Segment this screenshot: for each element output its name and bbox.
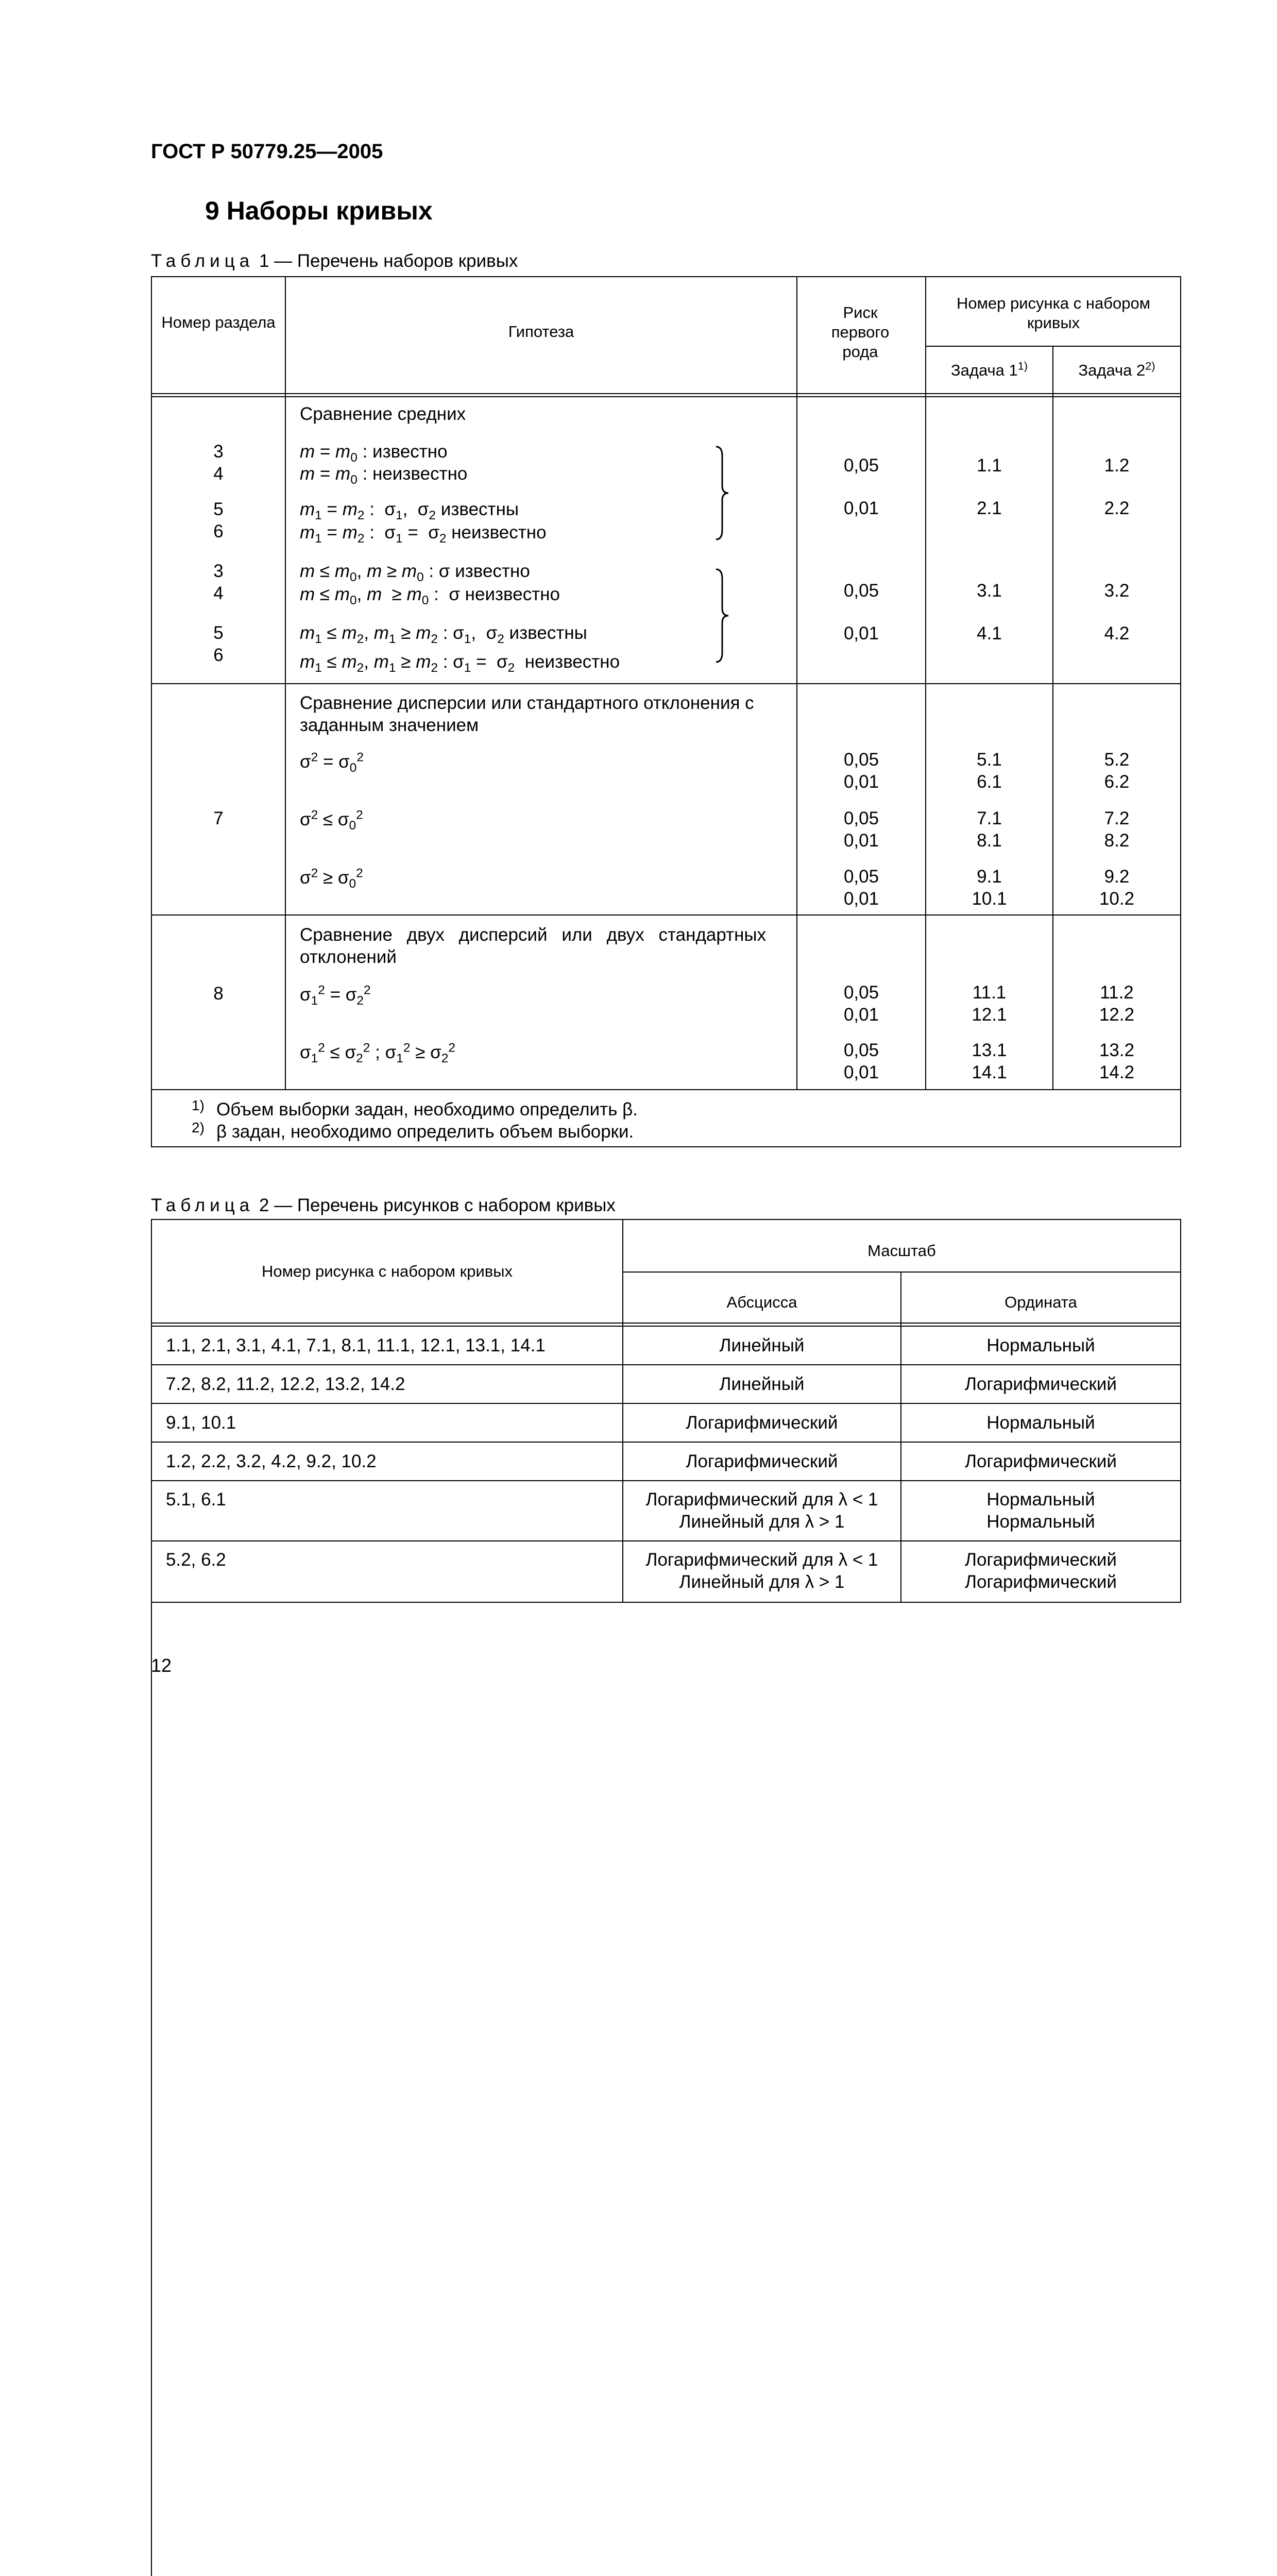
- document-header: ГОСТ Р 50779.25—2005: [151, 140, 383, 163]
- task2-cell: 6.2: [1104, 772, 1130, 792]
- hypothesis-formula: $m \le m_0$, $m \ge m_0$ : σ известно: [300, 561, 530, 584]
- page-number: 12: [151, 1655, 172, 1676]
- abscissa-cell: Линейный для λ > 1: [679, 1512, 845, 1532]
- section-cell: 7: [213, 808, 224, 828]
- header-risk: Риск первого рода: [831, 303, 890, 361]
- task1-cell: 4.1: [977, 623, 1002, 643]
- group1-title: Сравнение средних: [300, 404, 466, 424]
- hypothesis-formula: $m_1 \le m_2$, $m_1 \ge m_2$ : $\sigma_1 = \sigma_2$ неизвестно: [300, 652, 620, 675]
- ordinate-cell: Нормальный: [986, 1335, 1095, 1355]
- hypothesis-formula: $m_1 = m_2$ : $\sigma_1$, $\sigma_2$ известны: [300, 499, 519, 522]
- header-task2: Задача 2$^{2)}$: [1078, 359, 1155, 379]
- group2-title: заданным значением: [300, 715, 479, 735]
- table1-caption: Таблица 1 — Перечень наборов кривых: [151, 251, 518, 271]
- risk-cell: 0,01: [843, 623, 879, 643]
- task2-cell: 9.2: [1104, 867, 1130, 887]
- header-hypothesis: Гипотеза: [508, 323, 574, 341]
- task1-cell: 3.1: [977, 581, 1002, 601]
- hypothesis-formula: $\sigma_1^2 \le \sigma_2^2$ ; $\sigma_1^2 \ge \sigma_2^2$: [300, 1041, 456, 1065]
- figure-list-cell: 1.2, 2.2, 3.2, 4.2, 9.2, 10.2: [166, 1451, 377, 1471]
- task1-cell: 1.1: [977, 455, 1002, 476]
- risk-cell: 0,05: [843, 867, 879, 887]
- risk-cell: 0,05: [843, 808, 879, 828]
- risk-cell: 0,01: [843, 772, 879, 792]
- header-task1: Задача 1$^{1)}$: [950, 359, 1028, 379]
- figure-list-cell: 5.1, 6.1: [166, 1489, 226, 1510]
- ordinate-cell: Нормальный: [986, 1489, 1095, 1510]
- section-cell: 5: [213, 623, 224, 643]
- task1-cell: 5.1: [977, 750, 1002, 770]
- ordinate-cell: Нормальный: [986, 1512, 1095, 1532]
- abscissa-cell: Логарифмический для λ < 1: [645, 1489, 878, 1510]
- figure-list-cell: 1.1, 2.1, 3.1, 4.1, 7.1, 8.1, 11.1, 12.1, 13.1, 14.1: [166, 1335, 546, 1355]
- task2-cell: 4.2: [1104, 623, 1130, 643]
- risk-cell: 0,01: [843, 889, 879, 909]
- task1-cell: 6.1: [977, 772, 1002, 792]
- figure-list-cell: 9.1, 10.1: [166, 1413, 236, 1433]
- risk-cell: 0,05: [843, 750, 879, 770]
- abscissa-cell: Логарифмический: [686, 1451, 838, 1471]
- hypothesis-formula: $\sigma^2 \le \sigma_0^2$: [300, 808, 363, 833]
- brace-icon: [715, 446, 736, 541]
- section-cell: 3: [213, 561, 224, 581]
- hypothesis-formula: $\sigma_1^2 = \sigma_2^2$: [300, 983, 371, 1008]
- task2-cell: 11.2: [1100, 982, 1134, 1003]
- figure-list-cell: 5.2, 6.2: [166, 1550, 226, 1570]
- task2-cell: 10.2: [1099, 889, 1135, 909]
- section-cell: 3: [213, 442, 224, 462]
- task2-cell: 14.2: [1099, 1062, 1135, 1082]
- task2-cell: 3.2: [1104, 581, 1130, 601]
- abscissa-cell: Линейный: [719, 1335, 805, 1355]
- abscissa-cell: Линейный: [719, 1374, 805, 1394]
- risk-cell: 0,05: [843, 581, 879, 601]
- hypothesis-formula: $m_1 = m_2$ : $\sigma_1 = \sigma_2$ неизвестно: [300, 522, 547, 546]
- footnote-mark: 2): [192, 1120, 205, 1136]
- group3-title: Сравнение двух дисперсий или двух стандартных: [300, 925, 767, 945]
- risk-cell: 0,05: [843, 455, 879, 476]
- task2-cell: 12.2: [1099, 1005, 1135, 1025]
- task1-cell: 7.1: [977, 808, 1002, 828]
- abscissa-cell: Логарифмический: [686, 1413, 838, 1433]
- ordinate-cell: Логарифмический: [965, 1451, 1117, 1471]
- task1-cell: 14.1: [972, 1062, 1007, 1082]
- brace-icon: [715, 568, 736, 664]
- section-cell: 6: [213, 645, 224, 665]
- task1-cell: 12.1: [972, 1005, 1007, 1025]
- header-abscissa: Абсцисса: [726, 1293, 797, 1311]
- ordinate-cell: Нормальный: [986, 1413, 1095, 1433]
- task2-cell: 5.2: [1104, 750, 1130, 770]
- task1-cell: 9.1: [977, 867, 1002, 887]
- risk-cell: 0,01: [843, 498, 879, 518]
- header-ordinate: Ордината: [1004, 1293, 1077, 1311]
- hypothesis-formula: $\sigma^2 = \sigma_0^2$: [300, 750, 364, 775]
- ordinate-cell: Логарифмический: [965, 1550, 1117, 1570]
- ordinate-cell: Логарифмический: [965, 1572, 1117, 1592]
- table2-caption: Таблица 2 — Перечень рисунков с набором кривых: [151, 1195, 616, 1215]
- task1-cell: 8.1: [977, 831, 1002, 851]
- task2-cell: 7.2: [1104, 808, 1130, 828]
- task1-cell: 11.1: [972, 982, 1007, 1003]
- group3-title: отклонений: [300, 947, 397, 967]
- hypothesis-formula: $m = m_0$ : известно: [300, 442, 448, 465]
- task2-cell: 1.2: [1104, 455, 1130, 476]
- footnote-text: β задан, необходимо определить объем выборки.: [216, 1122, 634, 1142]
- risk-cell: 0,05: [843, 1040, 879, 1060]
- section-cell: 5: [213, 499, 224, 519]
- header-section-number: Номер раздела: [161, 313, 276, 331]
- task2-cell: 8.2: [1104, 831, 1130, 851]
- header-figure-number: Номер рисунка с набором кривых: [956, 294, 1151, 332]
- header-figure-number: Номер рисунка с набором кривых: [261, 1262, 513, 1280]
- footnote-text: Объем выборки задан, необходимо определить β.: [216, 1099, 638, 1120]
- risk-cell: 0,01: [843, 1062, 879, 1082]
- section-cell: 6: [213, 521, 224, 541]
- header-scale: Масштаб: [867, 1242, 936, 1260]
- task2-cell: 2.2: [1104, 498, 1130, 518]
- hypothesis-formula: $m_1 \le m_2$, $m_1 \ge m_2$ : $\sigma_1$, $\sigma_2$ известны: [300, 623, 587, 646]
- section-cell: 8: [213, 984, 224, 1004]
- abscissa-cell: Логарифмический для λ < 1: [645, 1550, 878, 1570]
- section-cell: 4: [213, 464, 224, 484]
- footnote-mark: 1): [192, 1097, 205, 1113]
- group2-title: Сравнение дисперсии или стандартного отклонения с: [300, 693, 754, 713]
- risk-cell: 0,05: [843, 982, 879, 1003]
- abscissa-cell: Линейный для λ > 1: [679, 1572, 845, 1592]
- hypothesis-formula: $\sigma^2 \ge \sigma_0^2$: [300, 866, 363, 891]
- section-title: 9 Наборы кривых: [205, 196, 433, 225]
- task2-cell: 13.2: [1099, 1040, 1135, 1060]
- task1-cell: 2.1: [977, 498, 1002, 518]
- risk-cell: 0,01: [843, 831, 879, 851]
- figure-list-cell: 7.2, 8.2, 11.2, 12.2, 13.2, 14.2: [166, 1374, 405, 1394]
- task1-cell: 10.1: [972, 889, 1007, 909]
- hypothesis-formula: $m = m_0$ : неизвестно: [300, 464, 468, 487]
- ordinate-cell: Логарифмический: [965, 1374, 1117, 1394]
- risk-cell: 0,01: [843, 1005, 879, 1025]
- section-cell: 4: [213, 583, 224, 603]
- task1-cell: 13.1: [972, 1040, 1007, 1060]
- hypothesis-formula: $m \le m_0$, $m \ge m_0$ : σ неизвестно: [300, 584, 560, 607]
